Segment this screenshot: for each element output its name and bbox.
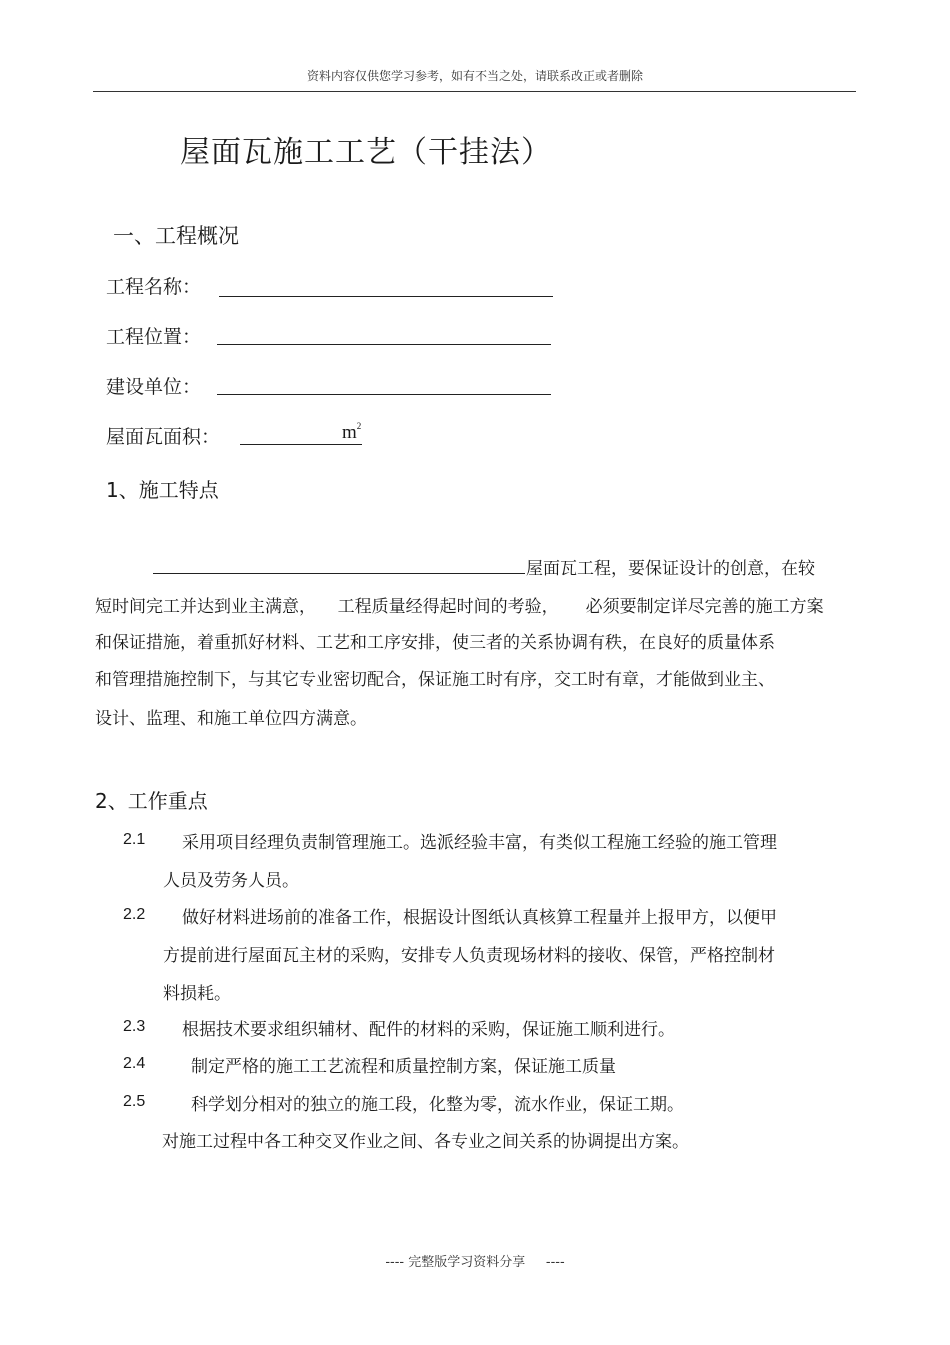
project-name-blank	[219, 296, 553, 297]
item-text: 科学划分相对的独立的施工段，化整为零，流水作业，保证工期。	[191, 1095, 684, 1115]
project-location-blank	[217, 344, 551, 345]
focus-trailing-text: 对施工过程中各工种交叉作业之间、各专业之间关系的协调提出方案。	[162, 1132, 689, 1152]
features-line-2: 短时间完工并达到业主满意， 工程质量经得起时间的考验， 必须要制定详尽完善的施工方案	[95, 597, 824, 617]
section-heading-features: 1、施工特点	[106, 478, 219, 502]
item-text-continued: 方提前进行屋面瓦主材的采购，安排专人负责现场材料的接收、保管，严格控制材	[163, 946, 775, 966]
item-text: 根据技术要求组织辅材、配件的材料的采购，保证施工顺利进行。	[182, 1020, 675, 1040]
item-text: 制定严格的施工工艺流程和质量控制方案，保证施工质量	[191, 1057, 616, 1077]
item-number: 2.3	[123, 1018, 146, 1035]
item-number: 2.4	[123, 1055, 146, 1072]
roof-area-label: 屋面瓦面积：	[106, 426, 221, 448]
features-line-4: 和管理措施控制下，与其它专业密切配合，保证施工时有序，交工时有章，才能做到业主、	[95, 670, 775, 690]
section-heading-overview: 一、工程概况	[113, 224, 239, 248]
item-text: 做好材料进场前的准备工作，根据设计图纸认真核算工程量并上报甲方，以便甲	[182, 908, 777, 928]
item-text-continued: 料损耗。	[163, 984, 231, 1004]
header-divider	[93, 91, 856, 92]
item-number: 2.2	[123, 906, 146, 923]
footer-note: ---- 完整版学习资料分享 ----	[385, 1255, 565, 1270]
features-line-3: 和保证措施，着重抓好材料、工艺和工序安排，使三者的关系协调有秩，在良好的质量体系	[95, 633, 775, 653]
area-unit-base: m	[342, 422, 357, 443]
area-unit	[342, 421, 361, 444]
features-line-5: 设计、监理、和施工单位四方满意。	[95, 709, 367, 729]
features-line-1: 屋面瓦工程，要保证设计的创意，在较	[526, 559, 815, 579]
item-text: 采用项目经理负责制管理施工。选派经验丰富，有类似工程施工经验的施工管理	[182, 833, 777, 853]
roof-area-blank	[240, 444, 362, 445]
builder-blank	[217, 394, 551, 395]
header-note: 资料内容仅供您学习参考，如有不当之处，请联系改正或者删除	[306, 69, 643, 83]
section-heading-focus: 2、工作重点	[95, 789, 208, 813]
item-text-continued: 人员及劳务人员。	[163, 871, 299, 891]
item-number: 2.5	[123, 1093, 146, 1110]
project-name-label: 工程名称：	[106, 276, 202, 298]
project-location-label: 工程位置：	[106, 326, 202, 348]
item-number: 2.1	[123, 831, 146, 848]
area-unit-superscript: 2	[356, 421, 362, 431]
page-title: 屋面瓦施工工艺（干挂法）	[180, 135, 552, 170]
builder-label: 建设单位：	[106, 376, 202, 398]
features-blank	[153, 573, 525, 574]
